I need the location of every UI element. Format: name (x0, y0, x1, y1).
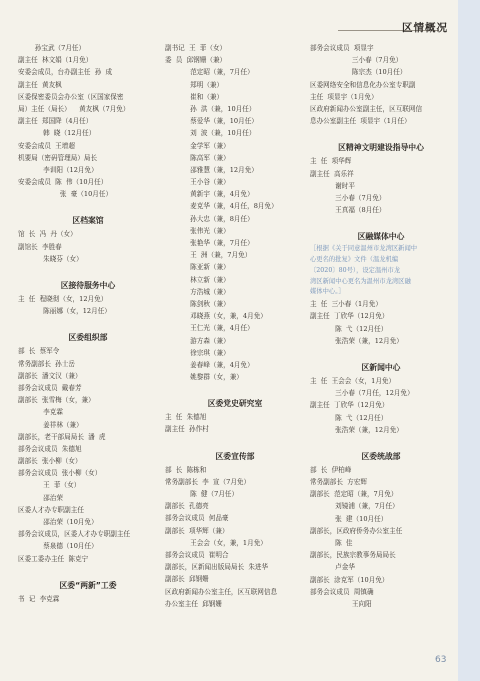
roster-line: 孙 洪（兼，10月任） (165, 104, 256, 113)
roster-line: 韩 晓（12月任） (18, 129, 96, 138)
roster-line: 蔡泉德（10月任） (18, 542, 98, 551)
editorial-note-line: 〔2020〕80号），设定温州市龙 (310, 266, 401, 274)
roster-line: 郑明（兼） (165, 80, 224, 89)
roster-line: 部务会议成员 周镇确 (310, 587, 374, 596)
roster-line: 副主任 丁欣华（12月免） (310, 401, 389, 410)
editorial-note-line: 湾区新闻中心更名为温州市龙湾区融 (310, 277, 411, 285)
section-heading: 区融媒体中心 (357, 232, 405, 242)
roster-line: 陈 佳 (310, 539, 353, 548)
roster-line: 部务会议成员 何品豪 (165, 514, 229, 523)
section-heading: 区委“两新”工委 (59, 580, 117, 590)
roster-line: 范定昭（兼，7月任） (165, 68, 254, 77)
roster-line: 麦克华（兼，4月任，8月免） (165, 202, 278, 211)
roster-line: 陈 弋（12月任） (310, 324, 388, 333)
column-right (310, 42, 452, 610)
spacer (18, 265, 158, 271)
roster-line: 张浩荣（兼，12月免） (310, 425, 403, 434)
roster-line: 副部长，区政府侨务办公室主任 (310, 526, 403, 535)
roster-line: 张伟光（兼） (165, 226, 230, 235)
roster-line: 邵雅慧（兼，12月免） (165, 165, 258, 174)
roster-line: 邵治荣（10月免） (18, 518, 98, 526)
spacer (165, 383, 305, 389)
roster-line: 常务副部长 孙士岳 (18, 359, 75, 368)
roster-line: 徐宗琪（兼） (165, 348, 230, 357)
roster-line: 常务副部长 方宏辉 (310, 478, 367, 487)
roster-line: 机要局（密码管理局）局长 (18, 153, 98, 162)
page-number: 63 (435, 655, 447, 665)
roster-line: 三小春（7月任，12月免） (310, 389, 414, 398)
section-heading: 区精神文明建设指导中心 (338, 143, 424, 153)
roster-line: 主 任 项华辉 (310, 157, 352, 166)
roster-line: 副部长 邱钢姗 (165, 575, 209, 584)
roster-line: 主 任 三小春（1月免） (310, 300, 382, 309)
roster-line: 主 任 朱德旭 (165, 413, 207, 422)
roster-line: 副部长 张小柳（女） (18, 457, 82, 466)
roster-line: 黄新宇（兼，4月免） (165, 190, 254, 199)
roster-line: 部 长 伊柏峰 (310, 465, 352, 474)
spacer (18, 200, 158, 206)
roster-line: 金学军（兼） (165, 141, 230, 150)
roster-line: 副主任 黄友枫 (18, 80, 62, 89)
section-heading: 区委宣传部 (215, 451, 255, 461)
roster-line: 三小春（7月免） (310, 56, 403, 65)
roster-line: 部务会议成员，区委人才办专职副主任 (18, 530, 131, 539)
roster-line: 张艳华（兼，7月任） (165, 239, 254, 247)
roster-line: 副部长 张雪梅（女，兼） (18, 396, 95, 405)
roster-line: 孙大忠（兼，8月任） (165, 214, 254, 223)
spacer (18, 565, 158, 571)
roster-line: 邓晓燕（女，兼，4月免） (165, 312, 267, 321)
roster-line: 李克霖 (18, 408, 63, 417)
roster-line: 区委工委办主任 陈克宁 (18, 554, 89, 563)
roster-line: 副部长 范定昭（兼，7月免） (310, 490, 398, 499)
roster-line: 主 任 王会会（女，1月免） (310, 376, 396, 385)
roster-line: 部 长 蔡军令 (18, 347, 60, 356)
roster-line: 陈 健（7月任） (165, 490, 239, 498)
roster-line: 张浩荣（兼，12月免） (310, 336, 403, 345)
spacer (165, 436, 305, 442)
roster-line: 办公室主任 邱钢姗 (165, 599, 222, 608)
right-edge-tab (458, 0, 480, 681)
roster-line: 馆 长 冯 丹（女） (18, 230, 77, 239)
roster-line: 陈宗杰（10月任） (310, 68, 407, 77)
roster-line: 蔡爱华（兼，10月任） (165, 117, 258, 126)
editorial-note-line: 心更名的批复》文件（温龙机编 (310, 256, 399, 264)
roster-line: 游方森（兼） (165, 336, 230, 345)
roster-line: 姚黎群（女，兼） (165, 373, 243, 382)
section-heading: 区委统战部 (361, 451, 401, 461)
roster-line: 安委会成员，台办副主任 孙 成 (18, 68, 113, 77)
column-middle (165, 42, 305, 610)
roster-line: 息办公室副主任 项显宇（1月任） (310, 117, 411, 126)
roster-line: 区政府新闻办公室主任，区互联网信息 (165, 587, 278, 596)
roster-line: 刘 波（兼，10月任） (165, 129, 256, 138)
roster-line: 区委保密委员会办公室（区国家保密 (18, 92, 124, 101)
roster-line: 部务会议成员 崔明合 (165, 550, 229, 559)
roster-line: 区委网络安全和信息化办公室专职副 (310, 80, 416, 89)
roster-line: 崔和（兼） (165, 92, 224, 101)
roster-line: 王向阳 (310, 599, 372, 608)
section-heading: 区档案馆 (72, 216, 104, 226)
roster-line: 王仁光（兼，4月任） (165, 324, 254, 333)
section-heading: 区接待服务中心 (60, 281, 116, 290)
roster-line: 陈 弋（12月任） (310, 413, 388, 422)
spacer (310, 347, 452, 353)
roster-line: 王 菲（女） (18, 481, 81, 490)
roster-line: 陈丽娜（女，12月任） (18, 307, 111, 316)
roster-line: 副主任 高乐祥 (310, 169, 354, 178)
roster-line: 邵治荣 (18, 493, 63, 502)
roster-line: 副书记 王 菲（女） (165, 44, 227, 52)
section-heading: 区新闻中心 (361, 362, 401, 372)
spacer (310, 216, 452, 222)
roster-line: 安委会成员 陈 伟（10月任） (18, 178, 108, 187)
roster-line: 李训阳（12月免） (18, 165, 98, 174)
roster-line: 副部长 项华辉（兼） (165, 526, 229, 535)
section-heading: 区委组织部 (68, 333, 108, 343)
section-heading: 区委党史研究室 (207, 399, 263, 409)
roster-line: 副主任 郑国降（4月任） (18, 117, 93, 126)
roster-line: 王真福（8月任） (310, 206, 386, 215)
roster-line: 书 记 李克霖 (18, 594, 60, 603)
roster-line: 三小春（7月免） (310, 193, 386, 202)
roster-line: 方浩城（兼） (165, 287, 230, 296)
roster-line: 常务副部长 李 宣（7月免） (165, 477, 251, 486)
roster-line: 谢时平 (310, 181, 355, 190)
roster-line: 陈剑秋（兼） (165, 299, 230, 308)
roster-line: 副部长，民族宗教事务局局长 (310, 551, 396, 560)
roster-line: 副部长，区新闻出版局局长 朱进华 (165, 563, 269, 572)
roster-line: 张 豪（10月任） (18, 190, 113, 199)
roster-line: 姜祥林（兼） (18, 420, 83, 429)
spacer (310, 436, 452, 442)
roster-line: 王小谷（兼） (165, 178, 230, 187)
editorial-note-line: ［根据《关于同意温州市龙湾区新闻中 (310, 245, 418, 253)
page-header (0, 0, 480, 44)
roster-line: 副部长 潘文汉（兼） (18, 371, 82, 380)
roster-line: 林立新（兼） (165, 275, 230, 284)
roster-line: 张 建（10月任） (310, 514, 388, 523)
roster-line: 区委人才办专职副主任 (18, 505, 84, 514)
roster-line: 副主任 孙作村 (165, 425, 209, 434)
roster-line: 主任 项显宇（1月免） (310, 92, 378, 101)
roster-line: 陈高军（兼） (165, 153, 230, 162)
roster-line: 部务会议成员 张小柳（女） (18, 469, 102, 478)
roster-line: 姜春峰（兼，4月免） (165, 360, 254, 369)
column-left (18, 42, 158, 605)
roster-line: 安委会成员 王增超 (18, 141, 75, 150)
editorial-note-line: 媒体中心。］ (310, 288, 345, 296)
roster-line: 副部长 涂克军（10月免） (310, 575, 389, 584)
roster-line: 部务会议成员 戴春芳 (18, 383, 82, 392)
roster-line: 卢金华 (310, 563, 355, 572)
roster-line: 部务会议成员 项显宇 (310, 44, 374, 52)
roster-line: 副馆长 李胜春 (18, 242, 62, 251)
roster-line: 朱晓芬（女） (18, 254, 83, 263)
roster-line: 主 任 程晓彻（女，12月免） (18, 295, 108, 303)
roster-line: 副部长，老干部局局长 潘 虎 (18, 432, 106, 441)
roster-line: 刘镜浦（兼，7月任） (310, 502, 399, 511)
roster-line: 区政府新闻办公室副主任，区互联网信 (310, 104, 423, 113)
roster-line: 部务会议成员 朱德旭 (18, 444, 82, 453)
roster-line: 孙宝武（7月任） (18, 44, 86, 52)
roster-line: 局）主任（局长） 黄友枫（7月免） (18, 104, 130, 113)
roster-line: 副部长 孔德亮 (165, 502, 209, 511)
roster-line: 王会会（女，兼，1月免） (165, 538, 267, 547)
roster-line: 陈亚新（兼） (165, 263, 230, 272)
spacer (18, 317, 158, 323)
roster-line: 部 长 陈栋和 (165, 465, 207, 474)
spacer (310, 127, 452, 133)
roster-line: 副主任 林文娟（1月免） (18, 56, 93, 65)
roster-line: 王 洲（兼，7月免） (165, 251, 252, 260)
roster-line: 副主任 丁欣华（12月免） (310, 312, 389, 321)
roster-line: 委 员 邱钢姗（兼） (165, 56, 227, 65)
header-title: 区情概况 (402, 22, 448, 34)
